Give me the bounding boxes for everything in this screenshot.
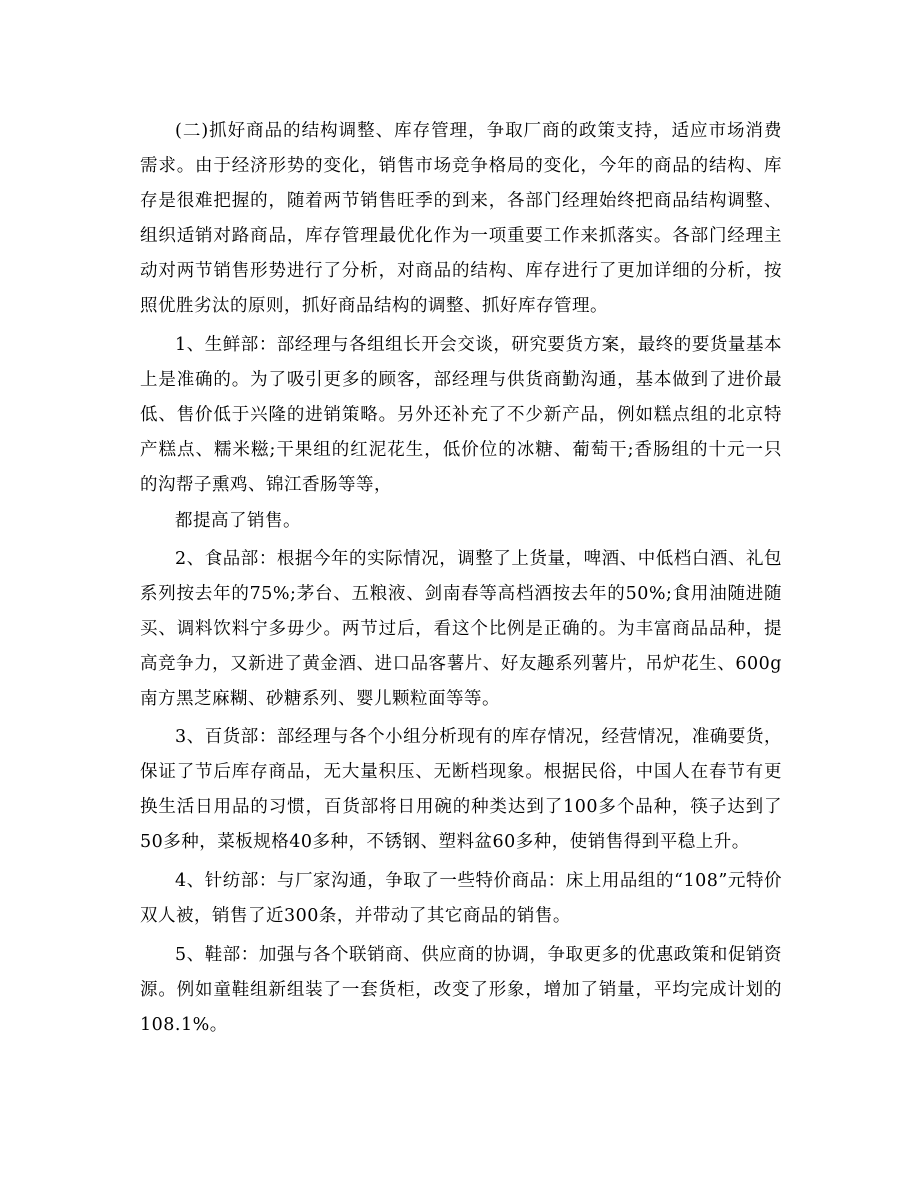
paragraph-textiles: 4、针纺部：与厂家沟通，争取了一些特价商品：床上用品组的“108”元特价双人被，销售了近300条，并带动了其它商品的销售。 bbox=[140, 871, 782, 926]
paragraph-general-goods: 3、百货部：部经理与各个小组分析现有的库存情况，经营情况，准确要货，保证了节后库存商品，无大量积压、无断档现象。根据民俗，中国人在春节有更换生活日用品的习惯，百货部将日用碗的种类达到了100多个品种，筷子达到了50多种，菜板规格40多种，不锈钢、塑料盆60多种，使销售得到平稳上升。 bbox=[140, 727, 782, 852]
document-body bbox=[140, 114, 782, 1043]
paragraph-fresh-food: 1、生鲜部：部经理与各组组长开会交谈，研究要货方案，最终的要货量基本上是准确的。为了吸引更多的顾客，部经理与供货商勤沟通，基本做到了进价最低、售价低于兴隆的进销策略。另外还补充了不少新产品，例如糕点组的北京特产糕点、糯米糍;干果组的红泥花生，低价位的冰糖、葡萄干;香肠组的十元一只的沟帮子熏鸡、锦江香肠等等， bbox=[140, 335, 782, 495]
paragraph-shoes: 5、鞋部：加强与各个联销商、供应商的协调，争取更多的优惠政策和促销资源。例如童鞋组新组装了一套货柜，改变了形象，增加了销量，平均完成计划的108.1%。 bbox=[140, 945, 782, 1035]
paragraph-food: 2、食品部：根据今年的实际情况，调整了上货量，啤酒、中低档白酒、礼包系列按去年的75%;茅台、五粮液、剑南春等高档酒按去年的50%;食用油随进随买、调料饮料宁多毋少。两节过后，看这个比例是正确的。为丰富商品品种，提高竞争力，又新进了黄金酒、进口品客薯片、好友趣系列薯片，吊炉花生、600g南方黑芝麻糊、砂糖系列、婴儿颗粒面等等。 bbox=[140, 549, 782, 709]
paragraph-intro: (二)抓好商品的结构调整、库存管理，争取厂商的政策支持，适应市场消费需求。由于经济形势的变化，销售市场竞争格局的变化，今年的商品的结构、库存是很难把握的，随着两节销售旺季的到来，各部门经理始终把商品结构调整、组织适销对路商品，库存管理最优化作为一项重要工作来抓落实。各部门经理主动对两节销售形势进行了分析，对商品的结构、库存进行了更加详细的分析，按照优胜劣汰的原则，抓好商品结构的调整、抓好库存管理。 bbox=[140, 121, 782, 316]
paragraph-fresh-food-cont: 都提高了销售。 bbox=[175, 511, 301, 531]
